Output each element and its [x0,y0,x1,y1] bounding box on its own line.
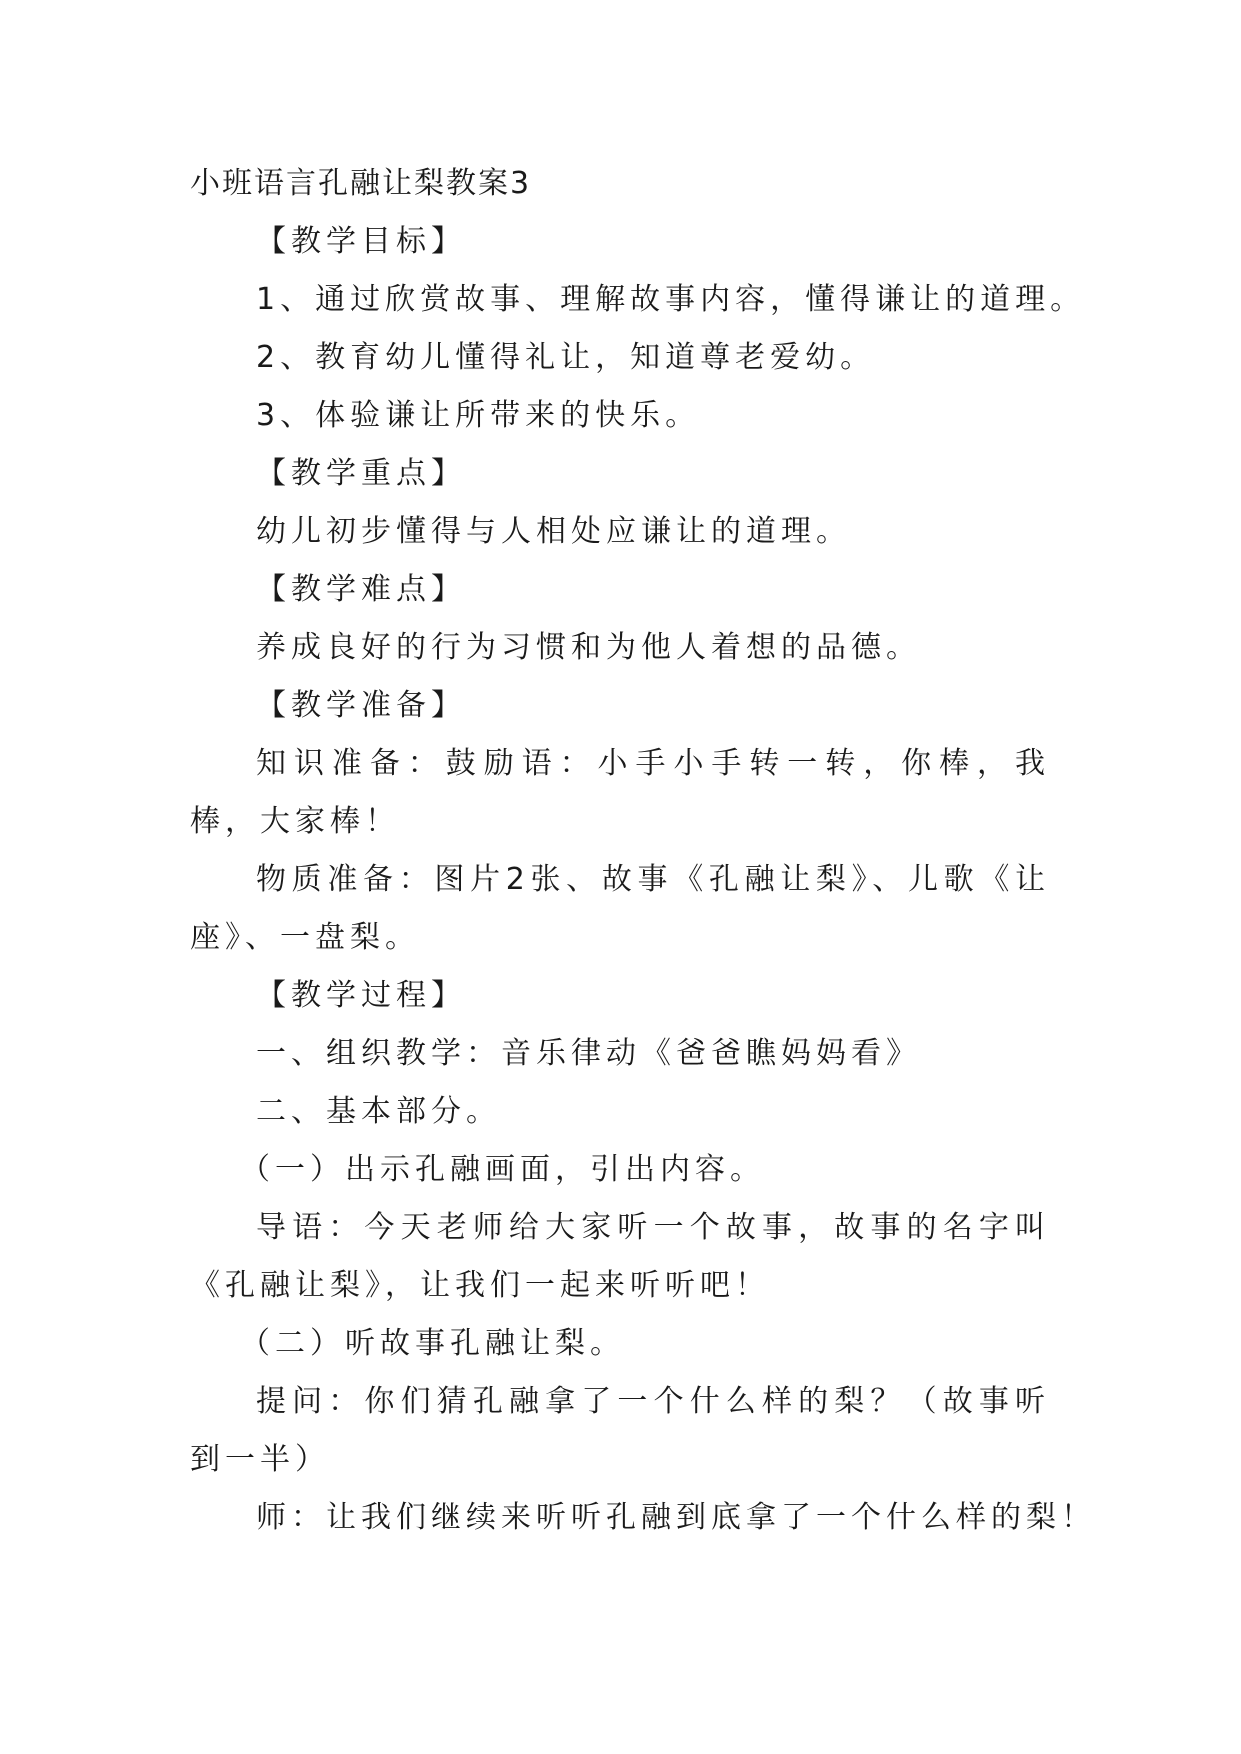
section-heading-key-points: 【教学重点】 [256,456,466,491]
key-points-text: 幼儿初步懂得与人相处应谦让的道理。 [256,514,851,549]
difficulties-text: 养成良好的行为习惯和为他人着想的品德。 [256,630,921,665]
section-heading-goals: 【教学目标】 [256,224,466,259]
material-preparation-paragraph: 物质准备：图片2张、故事《孔融让梨》、儿歌《让座》、一盘梨。 [190,862,1050,955]
process-step-1: 一、组织教学：音乐律动《爸爸瞧妈妈看》 [256,1036,921,1071]
teacher-line: 师：让我们继续来听听孔融到底拿了一个什么样的梨！ [256,1500,1096,1535]
section-heading-process: 【教学过程】 [256,978,466,1013]
goal-item-3: 3、体验谦让所带来的快乐。 [256,398,701,433]
question-paragraph: 提问：你们猜孔融拿了一个什么样的梨？（故事听到一半） [190,1384,1050,1477]
process-step-2: 二、基本部分。 [256,1094,501,1129]
section-heading-preparation: 【教学准备】 [256,688,466,723]
knowledge-preparation-paragraph: 知识准备：鼓励语：小手小手转一转，你棒，我棒，大家棒！ [190,746,1050,839]
intro-speech-paragraph: 导语：今天老师给大家听一个故事，故事的名字叫《孔融让梨》，让我们一起来听听吧！ [190,1210,1050,1303]
goal-item-1: 1、通过欣赏故事、理解故事内容，懂得谦让的道理。 [256,282,1086,317]
process-substep-1: （一）出示孔融画面，引出内容。 [240,1152,765,1187]
document-title: 小班语言孔融让梨教案3 [190,166,532,201]
section-heading-difficulties: 【教学难点】 [256,572,466,607]
process-substep-2: （二）听故事孔融让梨。 [240,1326,625,1361]
goal-item-2: 2、教育幼儿懂得礼让，知道尊老爱幼。 [256,340,876,375]
document-body [190,155,1096,1547]
